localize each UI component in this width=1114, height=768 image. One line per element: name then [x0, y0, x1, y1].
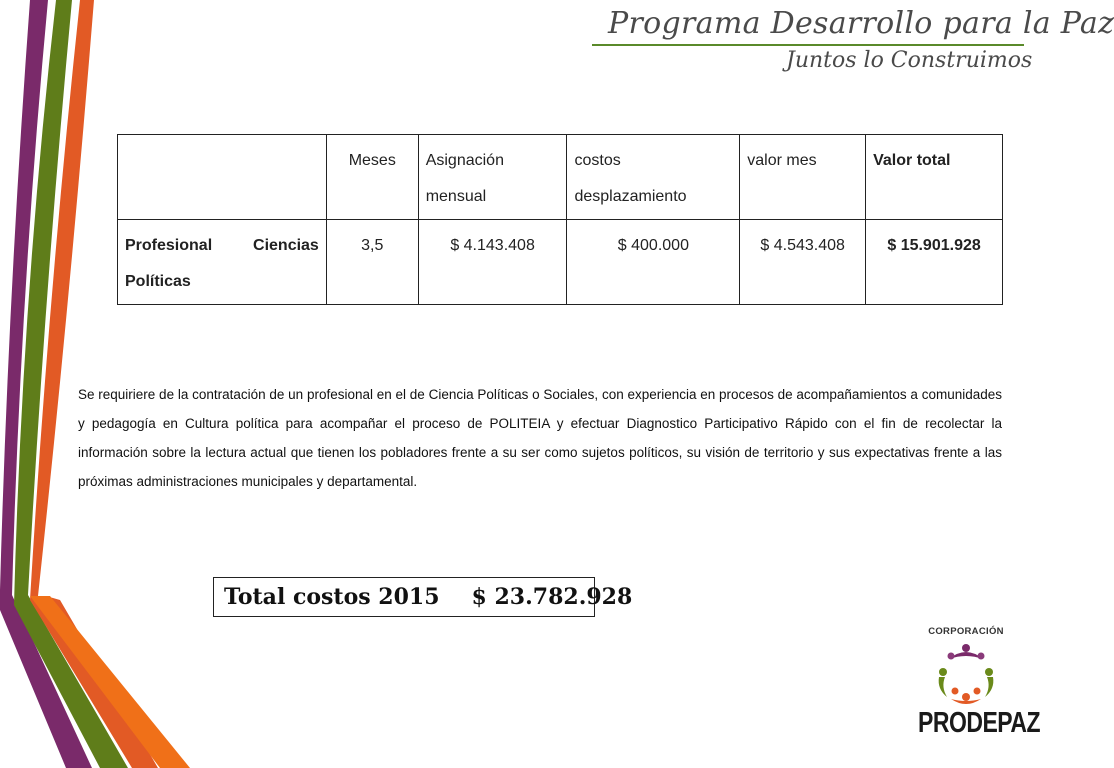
column-header-monthly-value: valor mes [740, 135, 866, 220]
total-costs-amount: $ 23.782.928 [471, 584, 633, 610]
monthly-value-cell: $ 4.543.408 [740, 220, 866, 305]
table-row [118, 220, 1003, 305]
header-title: Programa Desarrollo para la Paz [608, 6, 1114, 41]
description-paragraph: Se requiriere de la contratación de un profesional en el de Ciencia Políticas o Sociales, con experiencia en procesos de acompañamientos a comunidades y pedagogía en Cultura política para acompañar el proceso de POLITEIA y efectuar Diagnostico Participativo Rápido con el fin de recolectar la información sobre la lectura actual que tienen los pobladores frente a su ser como sujetos políticos, su visión de territorio y sus expectativas frente a las próximas administraciones municipales y departamental. [78, 387, 1002, 489]
people-circle-logo-icon [935, 639, 997, 709]
column-header-total-value: Valor total [866, 135, 1003, 220]
role-first-line [125, 228, 319, 264]
logo-top-text: CORPORACIÓN [928, 626, 1004, 637]
column-header-monthly-allocation: Asignación mensual [418, 135, 567, 220]
role-cell [118, 220, 327, 305]
total-costs-label: Total costos 2015 [224, 584, 440, 610]
prodepaz-logo [918, 626, 1041, 760]
total-costs-box [213, 577, 633, 617]
table-header-row [118, 135, 1003, 220]
logo-name: PRODEPAZ [918, 705, 1041, 739]
role-word-profesional: Profesional [125, 237, 213, 254]
monthly-allocation-cell: $ 4.143.408 [418, 220, 567, 305]
column-header-travel-costs: costos desplazamiento [567, 135, 740, 220]
role-word-politicas: Políticas [125, 273, 191, 290]
header-subtitle: Juntos lo Construimos [786, 48, 1033, 73]
cost-table [117, 134, 1003, 305]
months-cell: 3,5 [326, 220, 418, 305]
header-divider [592, 44, 1024, 46]
travel-costs-cell: $ 400.000 [567, 220, 740, 305]
total-value-cell: $ 15.901.928 [866, 220, 1003, 305]
column-header-months: Meses [326, 135, 418, 220]
column-header-empty [118, 135, 327, 220]
role-word-ciencias: Ciencias [253, 237, 319, 254]
